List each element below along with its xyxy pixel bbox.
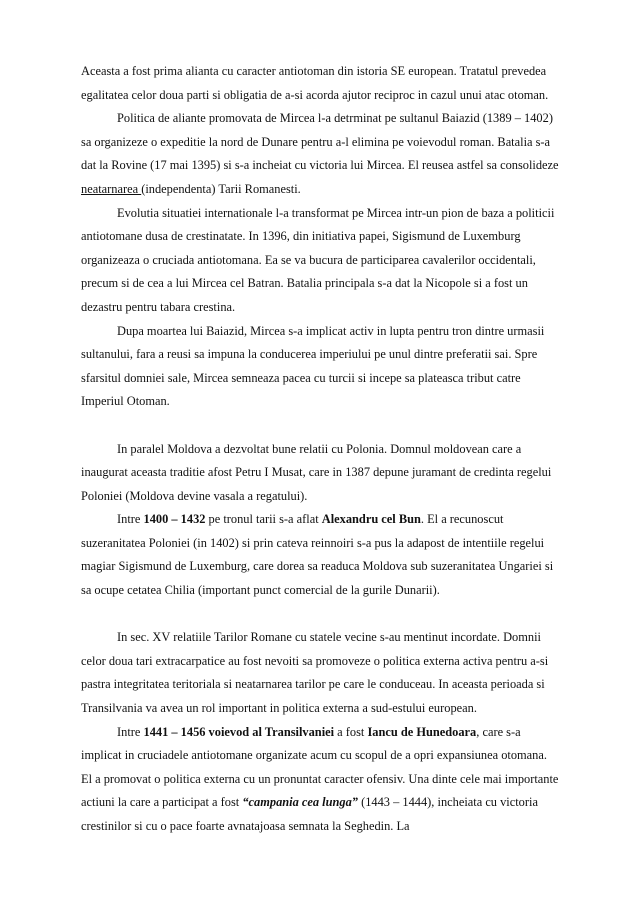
document-page: [81, 60, 561, 839]
paragraph-alexandru-mid: pe tronul tarii s-a aflat: [205, 512, 322, 527]
paragraph-alexandru: [81, 508, 561, 602]
bold-name-iancu: Iancu de Hunedoara: [367, 724, 477, 739]
paragraph-iancu-end: (1443 – 1444), incheiata cu victoria crestinilor si cu o pace foarte avnatajoasa semnata la Seghedin. La: [81, 795, 538, 833]
bold-name-alexandru: Alexandru cel Bun: [321, 512, 421, 527]
paragraph-rovine: [81, 107, 561, 201]
paragraph-rovine-end: (independenta) Tarii Romanesti.: [141, 181, 301, 196]
bold-years-alexandru: 1400 – 1432: [143, 512, 206, 527]
paragraph-baiazid: Dupa moartea lui Baiazid, Mircea s-a implicat activ in lupta pentru tron dintre urmasii sultanului, fara a reusi sa impuna la conducerea imperiului pe unul dintre preferatii sai. Spre sfarsitul domniei sale, Mircea semneaza pacea cu turcii si incepe sa plateasca tribut catre Imperiul Otoman.: [81, 323, 545, 409]
bold-years-iancu: 1441 – 1456 voievod al Transilvaniei: [143, 724, 335, 739]
blank-line: [81, 414, 561, 438]
paragraph-iancu-text: , care s-a implicat in cruciadele antiotomane organizate acum cu scopul de a opri expansiunea otomana. El a promovat o politica externa cu un pronuntat caracter ofensiv. Una dinte cele mai importante actiuni la care a participat a fost: [81, 724, 559, 810]
paragraph-alliance: Aceasta a fost prima alianta cu caracter antiotoman din istoria SE european. Tratatul prevedea egalitatea celor doua parti si obligatia de a-si acorda ajutor reciproc in cazul unui atac otoman.: [81, 64, 549, 102]
blank-line: [81, 603, 561, 627]
paragraph-sec-xv: In sec. XV relatiile Tarilor Romane cu statele vecine s-au mentinut incordate. Domnii celor doua tari extracarpatice au fost nevoiti sa promoveze o politica externa activa pentru a-si pastra integritatea teritoriala si neatarnarea tarilor pe care le conduceau. In aceasta perioada si Transilvania va avea un rol important in politica externa a sud-estului european.: [81, 630, 549, 716]
paragraph-alexandru-end: . El a recunoscut suzeranitatea Poloniei (in 1402) si prin cateva reinnoiri s-a pus la adapost de intentiile regelui magiar Sigismund de Luxemburg, care dorea sa readuca Moldova sub suzeranitatea Ungariei si sa ocupe cetatea Chilia (important punct comercial de la gurile Dunarii).: [81, 512, 554, 598]
paragraph-rovine-text: Politica de aliante promovata de Mircea l-a detrminat pe sultanul Baiazid (1389 – 1402) sa organizeze o expeditie la nord de Dunare pentru a-l elimina pe voievodul roman. Batalia s-a dat la Rovine (17 mai 1395) si s-a incheiat cu victoria lui Mircea. El reusea astfel sa consolideze: [81, 111, 559, 173]
bold-italic-campania: “campania cea lunga”: [242, 795, 358, 810]
paragraph-moldova: In paralel Moldova a dezvoltat bune relatii cu Polonia. Domnul moldovean care a inaugurat aceasta traditie afost Petru I Musat, care in 1387 depune juramant de credinta regelui Poloniei (Moldova devine vasala a regatului).: [81, 441, 552, 503]
underlined-term-neatarnarea: neatarnarea: [81, 181, 142, 196]
paragraph-iancu-start: Intre: [117, 724, 144, 739]
paragraph-alexandru-start: Intre: [117, 512, 144, 527]
paragraph-iancu: [81, 721, 561, 839]
paragraph-nicopole: Evolutia situatiei internationale l-a transformat pe Mircea intr-un pion de baza a politicii antiotomane dusa de crestinatate. In 1396, din initiativa papei, Sigismund de Luxemburg organizeaza o cruciada antiotomana. Ea se va bucura de participarea cavalerilor occidentali, precum si de cea a lui Mircea cel Batran. Batalia principala s-a dat la Nicopole si a fost un dezastru pentru tabara crestina.: [81, 205, 555, 314]
paragraph-iancu-mid: a fost: [334, 724, 368, 739]
